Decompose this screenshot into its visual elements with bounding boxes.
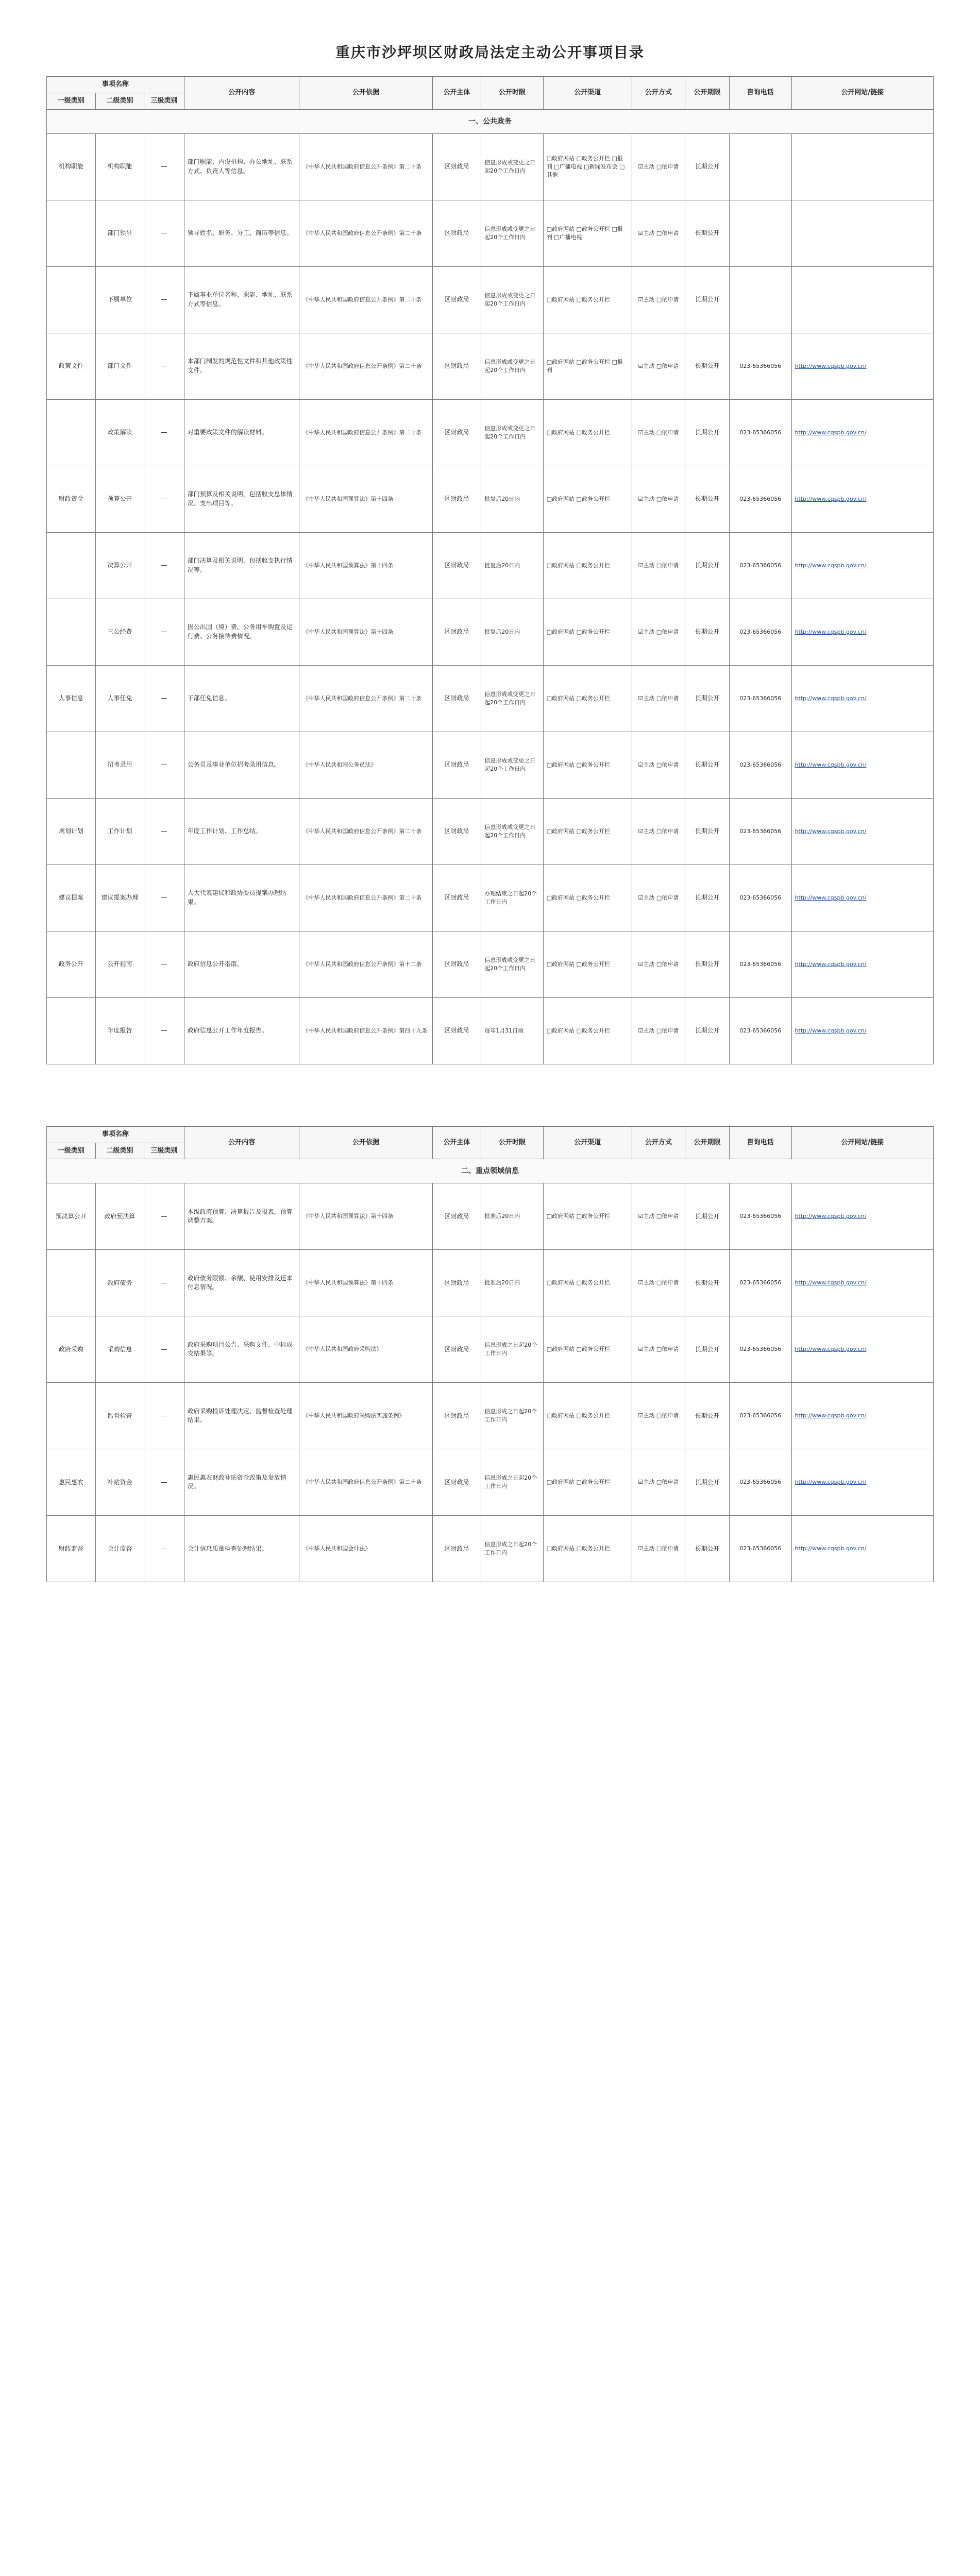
cell-body: 区财政局	[432, 466, 481, 532]
cell-query: 023-65366056	[730, 599, 791, 665]
header-link: 公开网站/链接	[791, 77, 933, 110]
cell-link[interactable]: http://www.cqspb.gov.cn/	[791, 1316, 933, 1383]
cell-method: ☑主动 □依申请	[632, 1250, 685, 1316]
cell-link[interactable]	[791, 133, 933, 200]
cell-level2: 三公经费	[95, 599, 144, 665]
cell-period: 长期公开	[685, 865, 730, 931]
cell-period: 长期公开	[685, 732, 730, 798]
cell-deadline: 批准后20日内	[481, 1183, 543, 1250]
cell-query	[730, 266, 791, 333]
table-row	[47, 665, 934, 732]
header-period: 公开期限	[685, 77, 730, 110]
cell-link[interactable]: http://www.cqspb.gov.cn/	[791, 399, 933, 466]
table-row	[47, 1183, 934, 1250]
cell-link[interactable]: http://www.cqspb.gov.cn/	[791, 798, 933, 865]
cell-link[interactable]: http://www.cqspb.gov.cn/	[791, 532, 933, 599]
cell-level2: 政策解读	[95, 399, 144, 466]
cell-link[interactable]: http://www.cqspb.gov.cn/	[791, 665, 933, 732]
cell-basis: 《中华人民共和国会计法》	[299, 1516, 432, 1582]
cell-query: 023-65366056	[730, 1516, 791, 1582]
cell-link[interactable]	[791, 266, 933, 333]
cell-level3: —	[144, 1383, 184, 1449]
cell-query: 023-65366056	[730, 333, 791, 399]
cell-content: 政府信息公开指南。	[184, 931, 299, 997]
cell-channel: □政府网站 □政务公开栏	[543, 266, 632, 333]
cell-body: 区财政局	[432, 865, 481, 931]
cell-body: 区财政局	[432, 333, 481, 399]
cell-deadline: 批复后20日内	[481, 599, 543, 665]
cell-basis: 《中华人民共和国政府采购法实施条例》	[299, 1383, 432, 1449]
cell-query: 023-65366056	[730, 732, 791, 798]
cell-level2: 公开指南	[95, 931, 144, 997]
cell-deadline: 信息形成之日起20个工作日内	[481, 1516, 543, 1582]
cell-method: ☑主动 □依申请	[632, 732, 685, 798]
cell-content: 下属事业单位名称、职能、地址、联系方式等信息。	[184, 266, 299, 333]
cell-level3: —	[144, 997, 184, 1064]
cell-level1	[47, 399, 96, 466]
cell-channel: □政府网站 □政务公开栏	[543, 1250, 632, 1316]
cell-channel: □政府网站 □政务公开栏	[543, 1516, 632, 1582]
cell-channel: □政府网站 □政务公开栏	[543, 599, 632, 665]
cell-level1	[47, 266, 96, 333]
table-row	[47, 1516, 934, 1582]
header-row	[47, 1126, 934, 1143]
cell-body: 区财政局	[432, 399, 481, 466]
cell-level2: 政府债务	[95, 1250, 144, 1316]
cell-body: 区财政局	[432, 532, 481, 599]
cell-content: 部门职能、内设机构、办公地址、联系方式、负责人等信息。	[184, 133, 299, 200]
cell-body: 区财政局	[432, 732, 481, 798]
cell-query: 023-65366056	[730, 1449, 791, 1516]
cell-basis: 《中华人民共和国政府信息公开条例》第二十条	[299, 266, 432, 333]
cell-period: 长期公开	[685, 266, 730, 333]
cell-level1: 政府采购	[47, 1316, 96, 1383]
cell-basis: 《中华人民共和国政府信息公开条例》第二十条	[299, 333, 432, 399]
cell-period: 长期公开	[685, 466, 730, 532]
cell-link[interactable]: http://www.cqspb.gov.cn/	[791, 732, 933, 798]
cell-level2: 部门文件	[95, 333, 144, 399]
cell-level2: 会计监督	[95, 1516, 144, 1582]
header-level1: 一级类别	[47, 93, 96, 109]
table-row	[47, 200, 934, 266]
cell-level1	[47, 997, 96, 1064]
cell-period: 长期公开	[685, 997, 730, 1064]
table-row	[47, 466, 934, 532]
cell-basis: 《中华人民共和国政府信息公开条例》第十二条	[299, 931, 432, 997]
cell-method: ☑主动 □依申请	[632, 1449, 685, 1516]
cell-level2: 工作计划	[95, 798, 144, 865]
cell-query: 023-65366056	[730, 931, 791, 997]
cell-query	[730, 200, 791, 266]
cell-content: 部门预算及相关说明，包括收支总体情况、支出项目等。	[184, 466, 299, 532]
cell-period: 长期公开	[685, 1449, 730, 1516]
header-basis: 公开依据	[299, 1126, 432, 1159]
cell-level3: —	[144, 931, 184, 997]
cell-period: 长期公开	[685, 931, 730, 997]
cell-basis: 《中华人民共和国公务员法》	[299, 732, 432, 798]
cell-query: 023-65366056	[730, 1316, 791, 1383]
cell-level2: 补贴资金	[95, 1449, 144, 1516]
table-row	[47, 1449, 934, 1516]
cell-level1: 政策文件	[47, 333, 96, 399]
cell-level1	[47, 599, 96, 665]
cell-level1	[47, 532, 96, 599]
cell-body: 区财政局	[432, 133, 481, 200]
cell-query: 023-65366056	[730, 399, 791, 466]
cell-query: 023-65366056	[730, 466, 791, 532]
header-body: 公开主体	[432, 77, 481, 110]
cell-content: 人大代表建议和政协委员提案办理结果。	[184, 865, 299, 931]
cell-level1: 机构职能	[47, 133, 96, 200]
cell-body: 区财政局	[432, 1449, 481, 1516]
cell-level1	[47, 1250, 96, 1316]
cell-channel: □政府网站 □政务公开栏	[543, 1316, 632, 1383]
cell-level2: 政府预决算	[95, 1183, 144, 1250]
table-row	[47, 599, 934, 665]
header-level1: 一级类别	[47, 1143, 96, 1159]
cell-method: ☑主动 □依申请	[632, 532, 685, 599]
cell-content: 政府债务限额、余额、使用安排及还本付息情况。	[184, 1250, 299, 1316]
cell-period: 长期公开	[685, 200, 730, 266]
table-row	[47, 1383, 934, 1449]
cell-channel: □政府网站 □政务公开栏	[543, 732, 632, 798]
table-row	[47, 133, 934, 200]
cell-level1	[47, 1383, 96, 1449]
table-row	[47, 266, 934, 333]
cell-method: ☑主动 □依申请	[632, 266, 685, 333]
cell-body: 区财政局	[432, 798, 481, 865]
cell-content: 政府信息公开工作年度报告。	[184, 997, 299, 1064]
cell-level1	[47, 200, 96, 266]
cell-body: 区财政局	[432, 1316, 481, 1383]
cell-link[interactable]: http://www.cqspb.gov.cn/	[791, 1383, 933, 1449]
cell-channel: □政府网站 □政务公开栏	[543, 399, 632, 466]
cell-content: 本级政府预算、决算报告及报表，预算调整方案。	[184, 1183, 299, 1250]
cell-level1: 财政资金	[47, 466, 96, 532]
cell-method: ☑主动 □依申请	[632, 133, 685, 200]
cell-body: 区财政局	[432, 931, 481, 997]
table-row	[47, 532, 934, 599]
cell-basis: 《中华人民共和国预算法》第十四条	[299, 1250, 432, 1316]
cell-level3: —	[144, 865, 184, 931]
cell-level3: —	[144, 532, 184, 599]
cell-period: 长期公开	[685, 1183, 730, 1250]
cell-deadline: 信息形成或变更之日起20个工作日内	[481, 732, 543, 798]
cell-body: 区财政局	[432, 599, 481, 665]
cell-query: 023-65366056	[730, 1183, 791, 1250]
cell-content: 政府采购项目公告、采购文件、中标成交结果等。	[184, 1316, 299, 1383]
cell-channel: □政府网站 □政务公开栏	[543, 1383, 632, 1449]
header-method: 公开方式	[632, 77, 685, 110]
cell-content: 会计信息质量检查处理结果。	[184, 1516, 299, 1582]
cell-content: 因公出国（境）费、公务用车购置及运行费、公务接待费情况。	[184, 599, 299, 665]
cell-method: ☑主动 □依申请	[632, 1183, 685, 1250]
header-channel: 公开渠道	[543, 77, 632, 110]
cell-period: 长期公开	[685, 399, 730, 466]
cell-channel: □政府网站 □政务公开栏 □报刊	[543, 333, 632, 399]
section-1-title: 一、公共政务	[47, 109, 934, 133]
cell-level3: —	[144, 732, 184, 798]
cell-body: 区财政局	[432, 200, 481, 266]
cell-deadline: 信息形成之日起20个工作日内	[481, 1449, 543, 1516]
cell-level2: 决算公开	[95, 532, 144, 599]
cell-deadline: 信息形成或变更之日起20个工作日内	[481, 399, 543, 466]
cell-body: 区财政局	[432, 266, 481, 333]
header-content: 公开内容	[184, 77, 299, 110]
header-deadline: 公开时限	[481, 77, 543, 110]
header-level2: 二级类别	[95, 1143, 144, 1159]
cell-link[interactable]: http://www.cqspb.gov.cn/	[791, 466, 933, 532]
cell-period: 长期公开	[685, 1383, 730, 1449]
cell-basis: 《中华人民共和国政府信息公开条例》第二十条	[299, 665, 432, 732]
header-query: 咨询电话	[730, 1126, 791, 1159]
cell-level2: 部门领导	[95, 200, 144, 266]
cell-basis: 《中华人民共和国预算法》第十四条	[299, 1183, 432, 1250]
cell-basis: 《中华人民共和国预算法》第十四条	[299, 466, 432, 532]
cell-period: 长期公开	[685, 333, 730, 399]
cell-method: ☑主动 □依申请	[632, 599, 685, 665]
cell-link[interactable]	[791, 200, 933, 266]
cell-method: ☑主动 □依申请	[632, 200, 685, 266]
cell-body: 区财政局	[432, 1250, 481, 1316]
cell-basis: 《中华人民共和国预算法》第十四条	[299, 532, 432, 599]
cell-method: ☑主动 □依申请	[632, 665, 685, 732]
cell-level3: —	[144, 1316, 184, 1383]
cell-method: ☑主动 □依申请	[632, 399, 685, 466]
cell-level3: —	[144, 1516, 184, 1582]
cell-deadline: 信息形成或变更之日起20个工作日内	[481, 266, 543, 333]
header-level2: 二级类别	[95, 93, 144, 109]
cell-basis: 《中华人民共和国政府信息公开条例》第二十条	[299, 865, 432, 931]
cell-level1: 人事信息	[47, 665, 96, 732]
cell-method: ☑主动 □依申请	[632, 865, 685, 931]
cell-level3: —	[144, 466, 184, 532]
cell-level3: —	[144, 798, 184, 865]
cell-level2: 人事任免	[95, 665, 144, 732]
table-row	[47, 1316, 934, 1383]
cell-level1: 规划计划	[47, 798, 96, 865]
section-2-body	[47, 1159, 934, 1582]
cell-level2: 机构职能	[95, 133, 144, 200]
cell-content: 领导姓名、职务、分工、简历等信息。	[184, 200, 299, 266]
cell-deadline: 信息形成之日起20个工作日内	[481, 1383, 543, 1449]
cell-content: 政府采购投诉处理决定、监督检查处理结果。	[184, 1383, 299, 1449]
cell-link[interactable]: http://www.cqspb.gov.cn/	[791, 931, 933, 997]
cell-level2: 采购信息	[95, 1316, 144, 1383]
cell-period: 长期公开	[685, 665, 730, 732]
cell-period: 长期公开	[685, 599, 730, 665]
cell-level3: —	[144, 1250, 184, 1316]
cell-content: 公务员及事业单位招考录用信息。	[184, 732, 299, 798]
cell-level2: 建议提案办理	[95, 865, 144, 931]
cell-method: ☑主动 □依申请	[632, 798, 685, 865]
cell-period: 长期公开	[685, 1316, 730, 1383]
cell-level1: 政务公开	[47, 931, 96, 997]
cell-query: 023-65366056	[730, 665, 791, 732]
cell-query: 023-65366056	[730, 798, 791, 865]
cell-method: ☑主动 □依申请	[632, 1383, 685, 1449]
cell-level1	[47, 732, 96, 798]
cell-method: ☑主动 □依申请	[632, 1516, 685, 1582]
cell-link[interactable]: http://www.cqspb.gov.cn/	[791, 997, 933, 1064]
cell-level3: —	[144, 399, 184, 466]
cell-deadline: 信息形成或变更之日起20个工作日内	[481, 931, 543, 997]
cell-content: 干部任免信息。	[184, 665, 299, 732]
cell-basis: 《中华人民共和国政府采购法》	[299, 1316, 432, 1383]
header-link: 公开网站/链接	[791, 1126, 933, 1159]
cell-level3: —	[144, 133, 184, 200]
cell-channel: □政府网站 □政务公开栏	[543, 865, 632, 931]
header-row	[47, 77, 934, 93]
cell-link[interactable]: http://www.cqspb.gov.cn/	[791, 1449, 933, 1516]
cell-deadline: 批准后20日内	[481, 1250, 543, 1316]
cell-level3: —	[144, 1183, 184, 1250]
cell-deadline: 批复后20日内	[481, 466, 543, 532]
cell-channel: □政府网站 □政务公开栏 □报刊 □广播电视	[543, 200, 632, 266]
cell-basis: 《中华人民共和国政府信息公开条例》第二十条	[299, 200, 432, 266]
cell-level2: 下属单位	[95, 266, 144, 333]
cell-link[interactable]: http://www.cqspb.gov.cn/	[791, 1250, 933, 1316]
cell-query: 023-65366056	[730, 1383, 791, 1449]
cell-channel: □政府网站 □政务公开栏	[543, 997, 632, 1064]
table-row	[47, 1250, 934, 1316]
header-basis: 公开依据	[299, 77, 432, 110]
cell-deadline: 信息形成或变更之日起20个工作日内	[481, 665, 543, 732]
table-row	[47, 931, 934, 997]
cell-level3: —	[144, 333, 184, 399]
cell-deadline: 信息形成或变更之日起20个工作日内	[481, 798, 543, 865]
cell-level3: —	[144, 200, 184, 266]
header-query: 咨询电话	[730, 77, 791, 110]
header-level3: 三级类别	[144, 93, 184, 109]
section-1-body	[47, 109, 934, 1064]
cell-deadline: 每年1月31日前	[481, 997, 543, 1064]
cell-channel: □政府网站 □政务公开栏	[543, 931, 632, 997]
cell-content: 本部门制发的规范性文件和其他政策性文件。	[184, 333, 299, 399]
cell-link[interactable]: http://www.cqspb.gov.cn/	[791, 1183, 933, 1250]
cell-content: 部门决算及相关说明，包括收支执行情况等。	[184, 532, 299, 599]
table-row	[47, 333, 934, 399]
cell-deadline: 信息形成或变更之日起20个工作日内	[481, 200, 543, 266]
cell-body: 区财政局	[432, 1383, 481, 1449]
section-2-title: 二、重点领域信息	[47, 1159, 934, 1183]
cell-channel: □政府网站 □政务公开栏	[543, 466, 632, 532]
cell-level1: 预决算公开	[47, 1183, 96, 1250]
cell-content: 对重要政策文件的解读材料。	[184, 399, 299, 466]
header-period: 公开期限	[685, 1126, 730, 1159]
cell-channel: □政府网站 □政务公开栏	[543, 798, 632, 865]
cell-link[interactable]: http://www.cqspb.gov.cn/	[791, 1516, 933, 1582]
cell-level2: 监督检查	[95, 1383, 144, 1449]
cell-level2: 预算公开	[95, 466, 144, 532]
cell-body: 区财政局	[432, 997, 481, 1064]
table-row	[47, 997, 934, 1064]
cell-period: 长期公开	[685, 133, 730, 200]
cell-body: 区财政局	[432, 665, 481, 732]
cell-query: 023-65366056	[730, 532, 791, 599]
table-row	[47, 399, 934, 466]
cell-basis: 《中华人民共和国政府信息公开条例》第二十条	[299, 399, 432, 466]
cell-basis: 《中华人民共和国政府信息公开条例》第四十九条	[299, 997, 432, 1064]
cell-level2: 招考录用	[95, 732, 144, 798]
cell-content: 年度工作计划、工作总结。	[184, 798, 299, 865]
cell-channel: □政府网站 □政务公开栏	[543, 1449, 632, 1516]
header-channel: 公开渠道	[543, 1126, 632, 1159]
header-body: 公开主体	[432, 1126, 481, 1159]
header-deadline: 公开时限	[481, 1126, 543, 1159]
page-title: 重庆市沙坪坝区财政局法定主动公开事项目录	[335, 44, 645, 61]
cell-level2: 年度报告	[95, 997, 144, 1064]
cell-deadline: 办理结束之日起20个工作日内	[481, 865, 543, 931]
cell-deadline: 信息形成或变更之日起20个工作日内	[481, 333, 543, 399]
header-subject: 事项名称	[47, 1126, 184, 1143]
section-row	[47, 1159, 934, 1183]
cell-link[interactable]: http://www.cqspb.gov.cn/	[791, 599, 933, 665]
table-row	[47, 798, 934, 865]
header-subject: 事项名称	[47, 77, 184, 93]
cell-basis: 《中华人民共和国政府信息公开条例》第二十条	[299, 798, 432, 865]
cell-channel: □政府网站 □政务公开栏	[543, 665, 632, 732]
cell-deadline: 批复后20日内	[481, 532, 543, 599]
section-row	[47, 109, 934, 133]
cell-link[interactable]: http://www.cqspb.gov.cn/	[791, 333, 933, 399]
cell-period: 长期公开	[685, 1250, 730, 1316]
cell-method: ☑主动 □依申请	[632, 997, 685, 1064]
table-row	[47, 732, 934, 798]
cell-body: 区财政局	[432, 1516, 481, 1582]
cell-level1: 惠民惠农	[47, 1449, 96, 1516]
cell-method: ☑主动 □依申请	[632, 333, 685, 399]
cell-level1: 财政监督	[47, 1516, 96, 1582]
cell-method: ☑主动 □依申请	[632, 1316, 685, 1383]
cell-channel: □政府网站 □政务公开栏 □报刊 □广播电视 □新闻发布会 □其他	[543, 133, 632, 200]
cell-method: ☑主动 □依申请	[632, 931, 685, 997]
cell-channel: □政府网站 □政务公开栏	[543, 1183, 632, 1250]
cell-period: 长期公开	[685, 532, 730, 599]
cell-basis: 《中华人民共和国政府信息公开条例》第二十条	[299, 1449, 432, 1516]
cell-level1: 建议提案	[47, 865, 96, 931]
cell-level3: —	[144, 266, 184, 333]
cell-period: 长期公开	[685, 1516, 730, 1582]
cell-link[interactable]: http://www.cqspb.gov.cn/	[791, 865, 933, 931]
cell-deadline: 信息形成之日起20个工作日内	[481, 1316, 543, 1383]
cell-query	[730, 133, 791, 200]
header-content: 公开内容	[184, 1126, 299, 1159]
cell-query: 023-65366056	[730, 865, 791, 931]
cell-channel: □政府网站 □政务公开栏	[543, 532, 632, 599]
cell-basis: 《中华人民共和国预算法》第十四条	[299, 599, 432, 665]
catalog-table-2	[46, 1126, 934, 1583]
cell-content: 惠民惠农财政补贴资金政策及发放情况。	[184, 1449, 299, 1516]
cell-query: 023-65366056	[730, 1250, 791, 1316]
cell-level3: —	[144, 665, 184, 732]
cell-method: ☑主动 □依申请	[632, 466, 685, 532]
cell-period: 长期公开	[685, 798, 730, 865]
cell-level3: —	[144, 599, 184, 665]
cell-deadline: 信息形成或变更之日起20个工作日内	[481, 133, 543, 200]
cell-query: 023-65366056	[730, 997, 791, 1064]
table-row	[47, 865, 934, 931]
cell-level3: —	[144, 1449, 184, 1516]
cell-body: 区财政局	[432, 1183, 481, 1250]
header-method: 公开方式	[632, 1126, 685, 1159]
catalog-table	[46, 76, 934, 1064]
header-level3: 三级类别	[144, 1143, 184, 1159]
cell-basis: 《中华人民共和国政府信息公开条例》第二十条	[299, 133, 432, 200]
